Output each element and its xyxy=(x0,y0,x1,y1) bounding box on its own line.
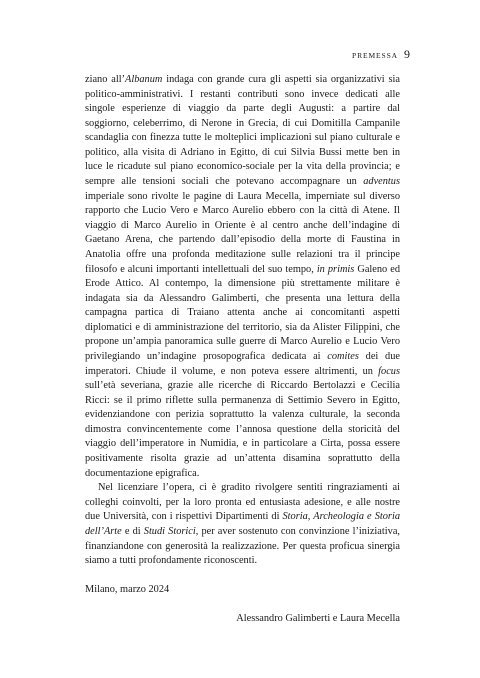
italic-run: in primis xyxy=(316,263,355,275)
italic-run: adventus xyxy=(363,176,400,188)
paragraph-2: Nel licenziare l’opera, ci è gradito rivolgere sentiti ringraziamenti ai colleghi coinvolti, per la loro pronta ed entusiasta adesione, e alle nostre due Università, con i rispettivi Dipartimenti di Storia, Archeologia e Storia dell’Arte e di Studi Storici, per aver sostenuto con convinzione l’iniziativa, finanziandone con generosità la realizzazione. Per questa proficua sinergia siamo a tutti profondamente riconoscenti. xyxy=(85,482,400,567)
signature: Alessandro Galimberti e Laura Mecella xyxy=(236,613,400,625)
page-number: 9 xyxy=(404,47,410,61)
body-text xyxy=(85,73,400,627)
italic-run: focus xyxy=(378,365,400,377)
italic-run: Albanum xyxy=(125,74,163,85)
page-header xyxy=(352,47,410,62)
italic-run: Studi Storici xyxy=(143,525,196,537)
italic-run: Storia, Archeologia e Storia dell’Arte xyxy=(85,511,400,537)
paragraph-1: ziano all’Albanum indaga con grande cura gli aspetti sia organizzativi sia politico-amministrativi. I restanti contributi sono invece dedicati alle singole esperienze di viaggio da parte degli Augusti: a partire dal soggiorno, celeberrimo, di Nerone in Grecia, di cui Domitilla Campanile scandaglia con finezza tutte le molteplici implicazioni sul piano culturale e politico, alla visita di Adriano in Egitto, di cui Silvia Bussi mette ben in luce le ricadute sul piano economico-sociale per la vita della provincia; e sempre alle tensioni sociali che potevano accompagnare un adventus imperiale sono rivolte le pagine di Laura Mecella, imperniate sul diverso rapporto che Lucio Vero e Marco Aurelio ebbero con la città di Atene. Il viaggio di Marco Aurelio in Oriente è al centro anche dell’indagine di Gaetano Arena, che partendo dall’episodio della morte di Faustina in Anatolia offre una profonda meditazione sulle relazioni tra il principe filosofo e alcuni importanti intellettuali del suo tempo, in primis Galeno ed Erode Attico. Al contempo, la dimensione più strettamente militare è indagata sia da Alessandro Galimberti, che presenta una lettura della campagna partica di Traiano attenta anche ai concomitanti aspetti diplomatici e di amministrazione del territorio, sia da Alister Filippini, che propone un’ampia panoramica sulle guerre di Marco Aurelio e Lucio Vero privilegiando un’indagine prosopografica dedicata ai comites dei due imperatori. Chiude il volume, e non poteva essere altrimenti, un focus sull’età severiana, grazie alle ricerche di Riccardo Bertolazzi e Cecilia Ricci: se il primo riflette sulla permanenza di Settimio Severo in Egitto, evidenziandone con perizia soprattutto la valenza culturale, la seconda dimostra convincentemente come l’annosa questione della storicità del viaggio dell’imperatore in Numidia, e in particolare a Cirta, possa essere positivamente risolta grazie ad un’attenta disamina soprattutto della documentazione epigrafica. xyxy=(85,74,400,479)
italic-run: comites xyxy=(327,350,359,362)
place-date: Milano, marzo 2024 xyxy=(85,584,170,596)
running-head: PREMESSA xyxy=(352,51,398,60)
